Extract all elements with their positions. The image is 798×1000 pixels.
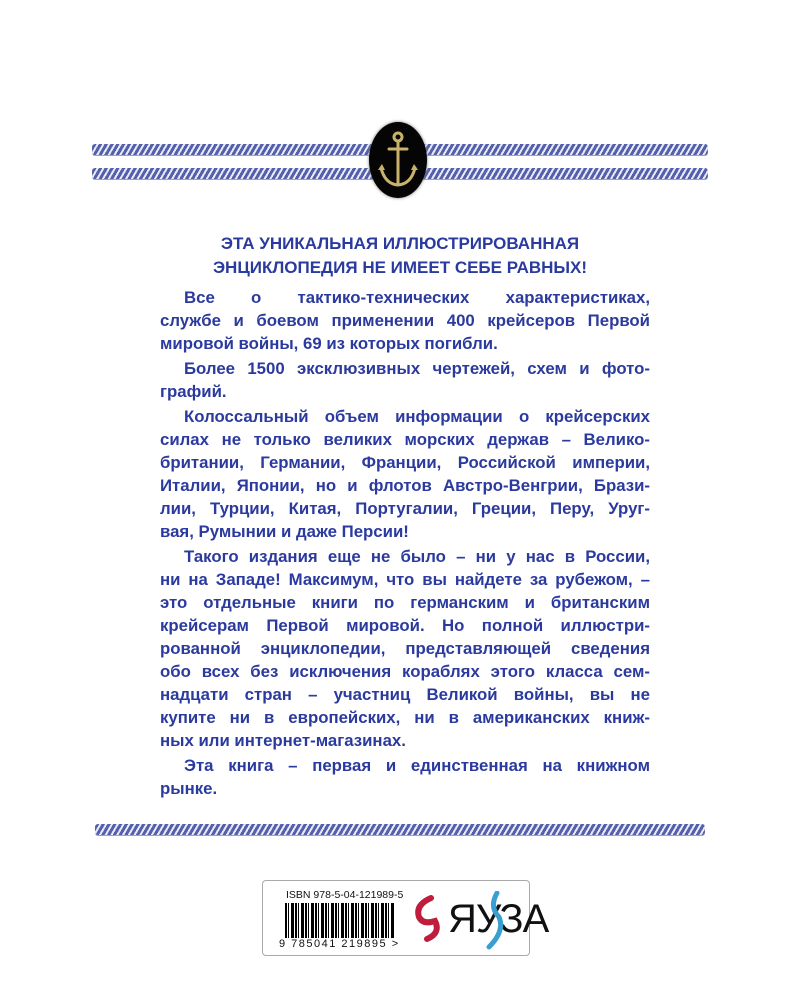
text-line: это отдельные книги по германским и британским — [160, 593, 650, 612]
text-line: крейсерам Первой мировой. Но полной иллюстри- — [160, 616, 650, 635]
paragraph — [160, 754, 650, 800]
headline-line: ЭНЦИКЛОПЕДИЯ НЕ ИМЕЕТ СЕБЕ РАВНЫХ! — [212, 258, 588, 277]
headline-line: ЭТА УНИКАЛЬНАЯ ИЛЛЮСТРИРОВАННАЯ — [220, 234, 580, 253]
text-line: британии, Германии, Франции, Российской империи, — [160, 453, 650, 472]
text-line: лии, Турции, Китая, Португалии, Греции, Перу, Уруг- — [160, 499, 650, 518]
rope-divider-bottom — [95, 824, 705, 835]
text-line: рованной энциклопедии, представляющей сведения — [160, 639, 650, 658]
text-line: рынке. — [160, 779, 218, 798]
text-line: графий. — [160, 382, 227, 401]
text-line: Такого издания еще не было – ни у нас в России, — [184, 547, 650, 566]
publisher-logo-icon — [409, 895, 445, 943]
text-line: обо всех без исключения кораблях этого класса сем- — [160, 662, 650, 681]
isbn-block — [262, 880, 549, 956]
text-line: службе и боевом применении 400 крейсеров Первой — [160, 311, 650, 330]
text-line: мировой войны, 69 из которых погибли. — [160, 334, 498, 353]
text-line: купите ни в европейских, ни в американских книж- — [160, 708, 650, 727]
description — [160, 286, 650, 802]
text-line: ни на Западе! Максимум, что вы найдете за рубежом, – — [160, 570, 650, 589]
publisher-wave-icon — [485, 891, 507, 951]
text-line: силах не только великих морских держав – Велико- — [160, 430, 650, 449]
text-line: Италии, Японии, но и флотов Австро-Венгрии, Брази- — [160, 476, 650, 495]
isbn-label: ISBN 978-5-04-121989-5 — [286, 889, 404, 901]
barcode-number: 9 785041 219895 > — [279, 938, 400, 950]
text-line: надцати стран – участниц Великой войны, вы не — [160, 685, 650, 704]
publisher-name: ЯУЗА — [448, 897, 549, 941]
text-line: ных или интернет-магазинах. — [160, 731, 406, 750]
paragraph — [160, 405, 650, 543]
paragraph — [160, 545, 650, 752]
text-line: Все о тактико-технических характеристиках, — [184, 288, 650, 307]
headline — [150, 232, 650, 280]
text-line: вая, Румынии и даже Персии! — [160, 522, 409, 541]
paragraph — [160, 357, 650, 403]
text-line: Колоссальный объем информации о крейсерских — [184, 407, 650, 426]
barcode — [285, 903, 395, 943]
text-line: Эта книга – первая и единственная на книжном — [184, 756, 650, 775]
paragraph — [160, 286, 650, 355]
anchor-icon — [369, 122, 427, 198]
text-line: Более 1500 эксклюзивных чертежей, схем и фото- — [184, 359, 650, 378]
